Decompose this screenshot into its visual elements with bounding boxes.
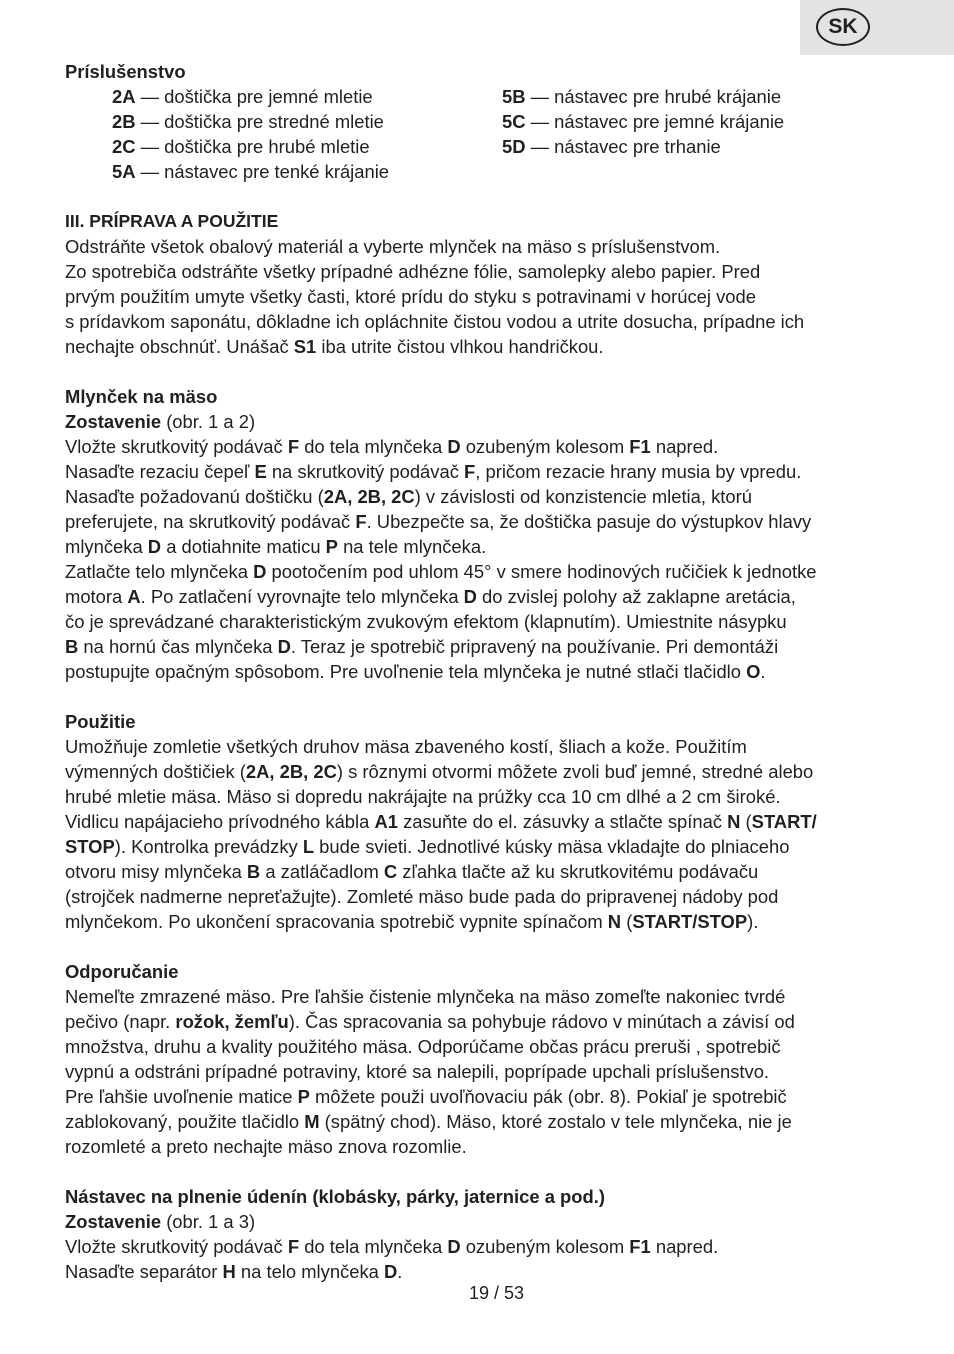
text-segment: Nasaďte rezaciu čepeľ bbox=[65, 461, 255, 482]
bold-text: D bbox=[447, 436, 461, 457]
text-line bbox=[65, 909, 905, 934]
accessory-item bbox=[112, 84, 502, 109]
section-heading: Nástavec na plnenie údenín (klobásky, párky, jaternice a pod.) bbox=[65, 1186, 605, 1207]
text-segment: výmenných doštičiek ( bbox=[65, 761, 246, 782]
text-line bbox=[65, 1034, 905, 1059]
text-line bbox=[65, 1084, 905, 1109]
text-segment: na tele mlynčeka. bbox=[337, 536, 487, 557]
text-line bbox=[65, 334, 905, 359]
text-segment: (obr. 1 a 2) bbox=[161, 411, 256, 432]
bold-text: L bbox=[302, 836, 315, 857]
accessory-text: — nástavec pre jemné krájanie bbox=[525, 111, 785, 132]
bold-text: A1 bbox=[374, 811, 398, 832]
text-line bbox=[65, 984, 905, 1009]
bold-text: D bbox=[384, 1261, 398, 1282]
text-segment: Nasaďte separátor bbox=[65, 1261, 223, 1282]
text-segment: napred. bbox=[650, 1236, 719, 1257]
text-segment: zľahka tlačte až ku skrutkovitému podávaču bbox=[397, 861, 759, 882]
text-segment: napred. bbox=[650, 436, 719, 457]
text-segment: . Po zatlačení vyrovnajte telo mlynčeka bbox=[140, 586, 464, 607]
language-tab bbox=[800, 0, 954, 55]
text-segment: ) s rôznymi otvormi môžete zvoli buď jemné, stredné alebo bbox=[336, 761, 814, 782]
bold-text: P bbox=[325, 536, 338, 557]
text-segment: Nasaďte požadovanú doštičku ( bbox=[65, 486, 324, 507]
accessories-left-column bbox=[65, 84, 502, 184]
text-segment: do zvislej polohy až zaklapne aretácia, bbox=[476, 586, 796, 607]
accessory-code: 2A bbox=[112, 86, 136, 107]
text-segment: zasuňte do el. zásuvky a stlačte spínač bbox=[397, 811, 728, 832]
bold-text: N bbox=[727, 811, 741, 832]
text-segment: na telo mlynčeka bbox=[235, 1261, 385, 1282]
text-line bbox=[65, 634, 905, 659]
text-segment: množstva, druhu a kvality použitého mäsa. Odporúčame občas prácu preruši , spotrebič bbox=[65, 1036, 781, 1057]
text-line bbox=[65, 1209, 905, 1234]
text-segment: čo je sprevádzané charakteristickým zvukovým efektom (klapnutím). Umiestnite násypku bbox=[65, 611, 787, 632]
section-spacer bbox=[65, 934, 905, 959]
text-segment: otvoru misy mlynčeka bbox=[65, 861, 247, 882]
text-segment: zablokovaný, použite tlačidlo bbox=[65, 1111, 305, 1132]
text-segment: (strojček nadmerne nepreťažujte). Zomleté mäso bude pada do pripravenej nádoby pod bbox=[65, 886, 779, 907]
text-line bbox=[65, 759, 905, 784]
text-segment: Odstráňte všetok obalový materiál a vyberte mlynček na mäso s príslušenstvom. bbox=[65, 236, 721, 257]
bold-text: B bbox=[246, 861, 261, 882]
text-segment: môžete použi uvoľňovaciu pák (obr. 8). Pokiaľ je spotrebič bbox=[309, 1086, 787, 1107]
accessory-text: — doštička pre hrubé mletie bbox=[135, 136, 370, 157]
text-line bbox=[65, 1059, 905, 1084]
text-segment: ). Kontrolka prevádzky bbox=[114, 836, 303, 857]
section-heading: Odporučanie bbox=[65, 961, 179, 982]
bold-text: Zostavenie bbox=[65, 411, 162, 432]
text-segment: vypnú a odstráni prípadné potraviny, ktoré sa nalepili, poprípade upchali príslušenstvo. bbox=[65, 1061, 770, 1082]
accessory-item bbox=[502, 84, 905, 109]
bold-text: B bbox=[65, 636, 79, 657]
bold-text: D bbox=[253, 561, 267, 582]
text-segment: nechajte obschnúť. Unášač bbox=[65, 336, 294, 357]
text-line bbox=[65, 559, 905, 584]
bold-text: D bbox=[463, 586, 477, 607]
text-segment: Vložte skrutkovitý podávač bbox=[65, 436, 288, 457]
bold-text: STOP bbox=[65, 836, 115, 857]
text-segment: do tela mlynčeka bbox=[299, 436, 448, 457]
bold-text: M bbox=[304, 1111, 320, 1132]
accessory-code: 2B bbox=[112, 111, 136, 132]
bold-text: F bbox=[287, 436, 300, 457]
text-segment: hrubé mletie mäsa. Mäso si dopredu nakrájajte na prúžky cca 10 cm dlhé a 2 cm široké. bbox=[65, 786, 781, 807]
bold-text: rožok, žemľu bbox=[175, 1011, 289, 1032]
bold-text: START/STOP bbox=[632, 911, 748, 932]
bold-text: 2A, 2B, 2C bbox=[323, 486, 415, 507]
text-segment: . bbox=[397, 1261, 403, 1282]
bold-text: O bbox=[746, 661, 761, 682]
accessory-code: 5A bbox=[112, 161, 136, 182]
text-line bbox=[65, 1259, 905, 1284]
text-line bbox=[65, 1009, 905, 1034]
text-segment: prvým použitím umyte všetky časti, ktoré prídu do styku s potravinami v horúcej vode bbox=[65, 286, 756, 307]
text-line bbox=[65, 484, 905, 509]
accessory-item bbox=[112, 109, 502, 134]
bold-text: F bbox=[464, 461, 476, 482]
text-segment: , pričom rezacie hrany musia by vpredu. bbox=[475, 461, 802, 482]
text-line bbox=[65, 609, 905, 634]
text-segment: Pre ľahšie uvoľnenie matice bbox=[65, 1086, 298, 1107]
text-segment: ozubeným kolesom bbox=[460, 1236, 630, 1257]
text-segment: . bbox=[760, 661, 766, 682]
text-segment: Nemeľte zmrazené mäso. Pre ľahšie čistenie mlynčeka na mäso zomeľte nakoniec tvrdé bbox=[65, 986, 786, 1007]
text-segment: (spätný chod). Mäso, ktoré zostalo v tele mlynčeka, nie je bbox=[319, 1111, 792, 1132]
accessory-code: 5D bbox=[502, 136, 526, 157]
text-line bbox=[65, 809, 905, 834]
text-segment: ). Čas spracovania sa pohybuje rádovo v minútach a závisí od bbox=[288, 1011, 795, 1032]
accessories-heading: Príslušenstvo bbox=[65, 61, 186, 82]
bold-text: S1 bbox=[293, 336, 317, 357]
accessory-text: — nástavec pre trhanie bbox=[525, 136, 721, 157]
text-segment: iba utrite čistou vlhkou handričkou. bbox=[316, 336, 604, 357]
text-line bbox=[65, 409, 905, 434]
text-segment: Umožňuje zomletie všetkých druhov mäsa zbaveného kostí, šliach a kože. Použitím bbox=[65, 736, 747, 757]
text-segment: postupujte opačným spôsobom. Pre uvoľnenie tela mlynčeka je nutné stlači tlačidlo bbox=[65, 661, 747, 682]
accessories-list bbox=[65, 84, 905, 184]
section-spacer bbox=[65, 359, 905, 384]
section-spacer bbox=[65, 684, 905, 709]
text-segment: ). bbox=[747, 911, 759, 932]
text-segment: pootočením pod uhlom 45° v smere hodinových ručičiek k jednotke bbox=[266, 561, 817, 582]
section-spacer bbox=[65, 1159, 905, 1184]
bold-text: D bbox=[447, 1236, 461, 1257]
section-heading: III. PRÍPRAVA A POUŽITIE bbox=[65, 211, 279, 231]
sections bbox=[65, 184, 905, 1284]
text-segment: Zatlačte telo mlynčeka bbox=[65, 561, 254, 582]
bold-text: F1 bbox=[629, 1236, 651, 1257]
accessory-item bbox=[112, 159, 502, 184]
text-line bbox=[65, 1109, 905, 1134]
bold-text: 2A, 2B, 2C bbox=[245, 761, 337, 782]
text-segment: preferujete, na skrutkovitý podávač bbox=[65, 511, 356, 532]
text-segment: Zo spotrebiča odstráňte všetky prípadné adhézne fólie, samolepky alebo papier. Pred bbox=[65, 261, 761, 282]
text-segment: mlynčeka bbox=[65, 536, 148, 557]
accessory-code: 5B bbox=[502, 86, 526, 107]
section-spacer bbox=[65, 184, 905, 209]
bold-text: N bbox=[607, 911, 622, 932]
bold-text: H bbox=[222, 1261, 236, 1282]
text-line bbox=[65, 859, 905, 884]
text-segment: na hornú čas mlynčeka bbox=[78, 636, 278, 657]
bold-text: C bbox=[383, 861, 398, 882]
text-line bbox=[65, 584, 905, 609]
text-segment: rozomleté a preto nechajte mäso znova rozomlie. bbox=[65, 1136, 467, 1157]
text-segment: mlynčekom. Po ukončení spracovania spotrebič vypnite spínačom bbox=[65, 911, 608, 932]
text-segment: Vidlicu napájacieho prívodného kábla bbox=[65, 811, 375, 832]
section-heading: Použitie bbox=[65, 711, 136, 732]
text-segment: ( bbox=[740, 811, 752, 832]
bold-text: E bbox=[254, 461, 267, 482]
text-line bbox=[65, 309, 905, 334]
bold-text: F bbox=[355, 511, 367, 532]
text-segment: a dotiahnite maticu bbox=[161, 536, 326, 557]
accessory-text: — nástavec pre hrubé krájanie bbox=[525, 86, 782, 107]
text-segment: . Teraz je spotrebič pripravený na používanie. Pri demontáži bbox=[290, 636, 779, 657]
bold-text: D bbox=[277, 636, 291, 657]
accessory-item bbox=[502, 134, 905, 159]
text-segment: na skrutkovitý podávač bbox=[266, 461, 465, 482]
text-segment: . Ubezpečte sa, že doštička pasuje do výstupkov hlavy bbox=[366, 511, 812, 532]
text-line bbox=[65, 259, 905, 284]
text-line bbox=[65, 784, 905, 809]
text-segment: ) v závislosti od konzistencie mletia, ktorú bbox=[414, 486, 752, 507]
text-line bbox=[65, 834, 905, 859]
text-segment: Vložte skrutkovitý podávač bbox=[65, 1236, 288, 1257]
text-line bbox=[65, 459, 905, 484]
text-segment: s prídavkom saponátu, dôkladne ich opláchnite čistou vodou a utrite dosucha, prípadne ich bbox=[65, 311, 805, 332]
text-segment: motora bbox=[65, 586, 128, 607]
bold-text: F bbox=[287, 1236, 300, 1257]
text-line bbox=[65, 534, 905, 559]
text-line bbox=[65, 434, 905, 459]
text-segment: a zatláčadlom bbox=[260, 861, 384, 882]
text-line bbox=[65, 1134, 905, 1159]
text-segment: do tela mlynčeka bbox=[299, 1236, 448, 1257]
accessory-item bbox=[112, 134, 502, 159]
accessory-item bbox=[502, 109, 905, 134]
bold-text: START/ bbox=[751, 811, 817, 832]
accessory-text: — nástavec pre tenké krájanie bbox=[135, 161, 390, 182]
language-badge: SK bbox=[816, 8, 870, 46]
bold-text: F1 bbox=[629, 436, 651, 457]
section-heading: Mlynček na mäso bbox=[65, 386, 218, 407]
text-segment: ozubeným kolesom bbox=[460, 436, 630, 457]
text-line bbox=[65, 234, 905, 259]
bold-text: Zostavenie bbox=[65, 1211, 162, 1232]
text-segment: (obr. 1 a 3) bbox=[161, 1211, 256, 1232]
text-segment: ( bbox=[621, 911, 633, 932]
text-segment: bude svieti. Jednotlivé kúsky mäsa vkladajte do plniaceho bbox=[314, 836, 790, 857]
bold-text: A bbox=[127, 586, 141, 607]
text-line bbox=[65, 509, 905, 534]
bold-text: P bbox=[297, 1086, 310, 1107]
accessory-text: — doštička pre jemné mletie bbox=[135, 86, 373, 107]
page-content bbox=[65, 59, 905, 1284]
text-line bbox=[65, 284, 905, 309]
page-number: 19 / 53 bbox=[468, 1283, 525, 1303]
bold-text: D bbox=[147, 536, 162, 557]
text-line bbox=[65, 1234, 905, 1259]
text-line bbox=[65, 734, 905, 759]
text-segment: pečivo (napr. bbox=[65, 1011, 176, 1032]
text-line bbox=[65, 659, 905, 684]
text-line bbox=[65, 884, 905, 909]
accessory-code: 5C bbox=[502, 111, 526, 132]
accessory-code: 2C bbox=[112, 136, 136, 157]
accessory-text: — doštička pre stredné mletie bbox=[135, 111, 384, 132]
accessories-right-column bbox=[502, 84, 905, 184]
